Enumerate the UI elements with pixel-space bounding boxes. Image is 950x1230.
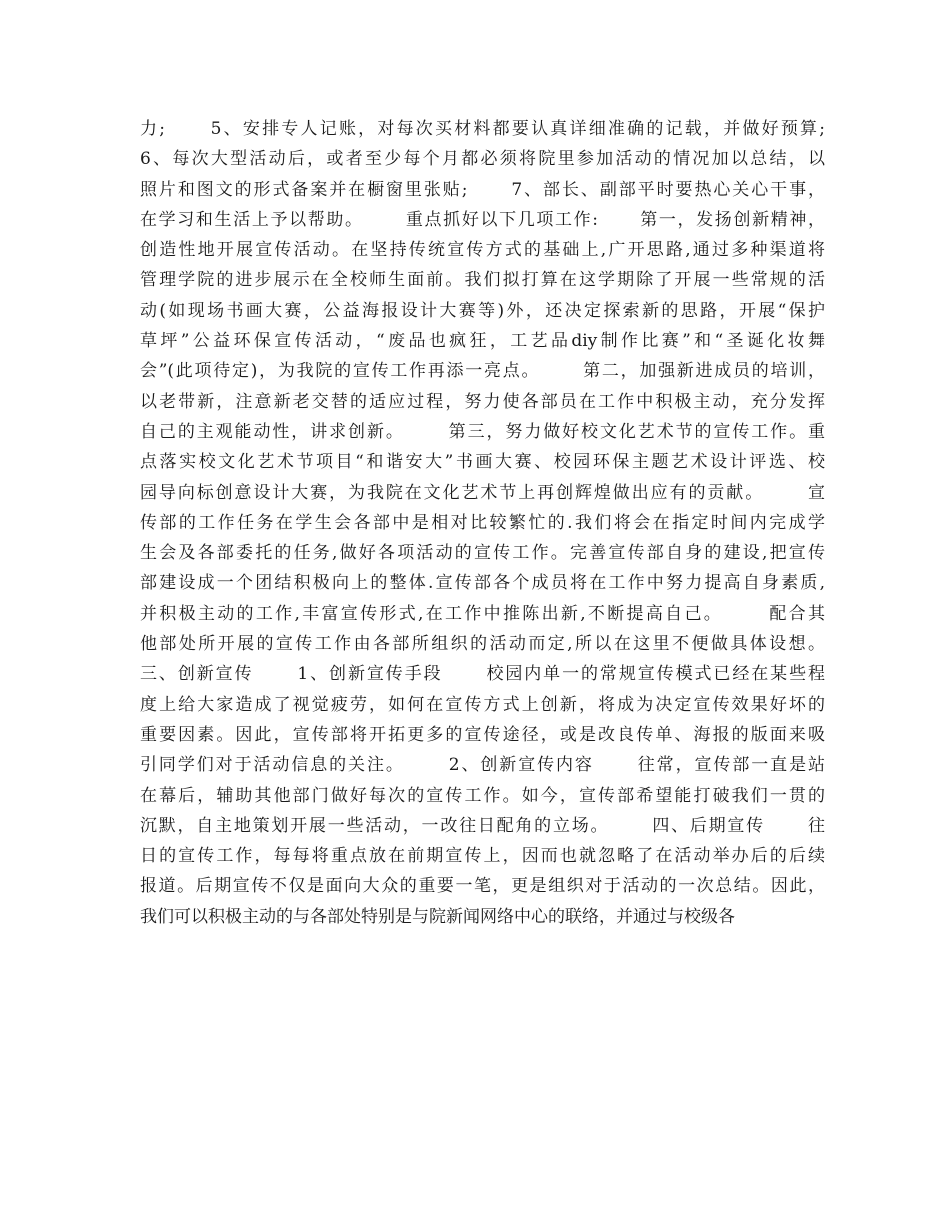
text-line: 三、创新宣传 1、创新宣传手段 校园内单一的常规宣传模式已经在某些程 [140,664,825,685]
text-line: 点落实校文化艺术节项目“和谐安大”书画大赛、校园环保主题艺术设计评选、校 [140,452,825,473]
text-line: 照片和图文的形式备案并在橱窗里张贴; 7、部长、副部平时要热心关心干事， [140,179,825,200]
text-line: 动(如现场书画大赛，公益海报设计大赛等)外，还决定探索新的思路，开展“保护 [140,300,825,321]
text-line: 草坪”公益环保宣传活动，“废品也疯狂，工艺品diy制作比赛”和“圣诞化妆舞 [140,331,825,352]
text-line: 并积极主动的工作,丰富宣传形式,在工作中推陈出新,不断提高自己。 配合其 [140,603,825,624]
text-line: 沉默，自主地策划开展一些活动，一改往日配角的立场。 四、后期宣传 往 [140,815,825,836]
text-line: 力; 5、安排专人记账，对每次买材料都要认真详细准确的记载，并做好预算; [140,119,825,139]
text-line: 创造性地开展宣传活动。在坚持传统宣传方式的基础上,广开思路,通过多种渠道将 [140,240,825,261]
text-line: 我们可以积极主动的与各部处特别是与院新闻网络中心的联络，并通过与校级各 [140,906,735,927]
text-line: 重要因素。因此，宣传部将开拓更多的宣传途径，或是改良传单、海报的版面来吸 [140,724,825,745]
body-text [140,114,825,932]
text-line: 以老带新，注意新老交替的适应过程，努力使各部员在工作中积极主动，充分发挥 [140,391,825,412]
text-line: 会”(此项待定)，为我院的宣传工作再添一亮点。 第二，加强新进成员的培训， [140,361,825,382]
text-line: 日的宣传工作，每每将重点放在前期宣传上，因而也就忽略了在活动举办后的后续 [140,846,825,867]
text-line: 管理学院的进步展示在全校师生面前。我们拟打算在这学期除了开展一些常规的活 [140,270,825,291]
text-line: 度上给大家造成了视觉疲劳，如何在宣传方式上创新，将成为决定宣传效果好坏的 [140,694,825,715]
text-line: 生会及各部委托的任务,做好各项活动的宣传工作。完善宣传部自身的建设,把宣传 [140,543,825,564]
text-line: 报道。后期宣传不仅是面向大众的重要一笔，更是组织对于活动的一次总结。因此， [140,876,825,897]
text-line: 引同学们对于活动信息的关注。 2、创新宣传内容 往常，宣传部一直是站 [140,755,825,776]
text-line: 在学习和生活上予以帮助。 重点抓好以下几项工作: 第一，发扬创新精神， [140,209,825,230]
text-line: 在幕后，辅助其他部门做好每次的宣传工作。如今，宣传部希望能打破我们一贯的 [140,785,825,806]
text-line: 6、每次大型活动后，或者至少每个月都必须将院里参加活动的情况加以总结，以 [140,149,825,170]
text-line: 传部的工作任务在学生会各部中是相对比较繁忙的.我们将会在指定时间内完成学 [140,512,825,533]
text-line: 他部处所开展的宣传工作由各部所组织的活动而定,所以在这里不便做具体设想。 [140,634,825,655]
text-line: 部建设成一个团结积极向上的整体.宣传部各个成员将在工作中努力提高自身素质, [140,573,825,594]
text-line: 自己的主观能动性，讲求创新。 第三，努力做好校文化艺术节的宣传工作。重 [140,421,825,442]
text-line: 园导向标创意设计大赛，为我院在文化艺术节上再创辉煌做出应有的贡献。 宣 [140,482,825,503]
